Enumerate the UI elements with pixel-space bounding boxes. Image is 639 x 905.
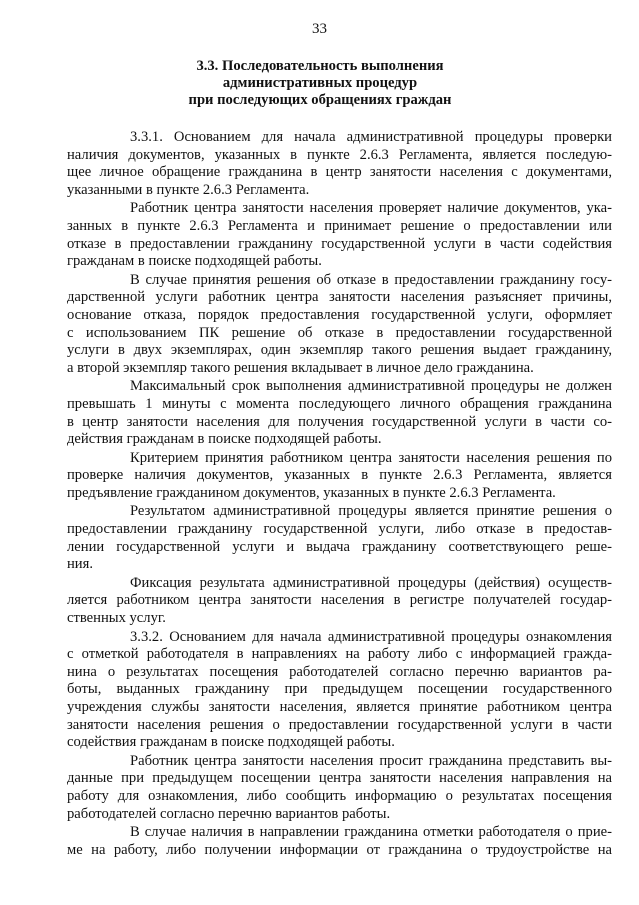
text-line: Работник центра занятости населения проверяет наличие документов, ука- [130,200,612,217]
text-line: указанными в пункте 2.6.3 Регламента. [67,181,310,198]
text-line: работодателей согласно перечню вариантов работы. [67,805,391,822]
text-line: лении государственной услуги и выдача гражданину соответствующего реше- [67,538,612,555]
text-line: Фиксация результата административной процедуры (действия) осуществ- [130,574,612,591]
text-line: ляется работником центра занятости населения в регистре получателей государ- [67,592,612,609]
paragraph [67,503,612,573]
text-line: предоставлении гражданину государственной услуги, либо отказе в предостав- [67,521,612,538]
text-line: Результатом административной процедуры является принятие решения о [130,503,612,520]
text-line: основание отказа, порядок предоставления государственной услуги, оформляет [67,306,612,323]
text-line: содействия гражданам в поиске подходящей работы. [67,734,395,751]
text-line: а второй экземпляр такого решения вкладывает в личное дело гражданина. [67,359,534,376]
text-line: действия гражданам в поиске подходящей работы. [67,431,382,448]
text-line: Максимальный срок выполнения административной процедуры не должен [130,378,612,395]
text-line: ме на работу, либо получении информации от гражданина о трудоустройстве на [67,841,612,858]
text-line: В случае наличия в направлении гражданина отметки работодателя о прие- [130,824,612,841]
page-number: 33 [312,21,327,37]
text-line: ственных услуг. [67,610,166,627]
paragraph [67,575,612,628]
text-line: услуги в двух экземплярах, один экземпляр такого решения выдает гражданину, [67,342,612,359]
text-line: отказе в предоставлении гражданину государственной услуги в части содействия [67,235,612,252]
text-line: ния. [67,556,93,573]
text-line: данные при предыдущем посещении центра занятости населения направления на [67,770,612,787]
text-line: нина о результатах посещения работодателей согласно перечню вариантов ра- [67,663,612,680]
text-line: с отметкой работодателя в направлениях на работу либо с информацией гражда- [67,646,612,663]
text-line: боты, выданных гражданину при предыдущем посещении государственного [67,681,612,698]
paragraph [67,272,612,378]
section-heading [0,58,639,109]
paragraph [67,200,612,270]
text-line: занных в пункте 2.6.3 Регламента и принимает решение о предоставлении или [67,217,612,234]
section-heading-line: 3.3. Последовательность выполнения [196,58,444,74]
text-line: Работник центра занятости населения просит гражданина представить вы- [130,752,612,769]
paragraph [67,824,612,859]
text-line: занятости населения решения о предоставлении государственной услуги в части [67,716,612,733]
text-line: В случае принятия решения об отказе в предоставлении гражданину госу- [130,271,612,288]
text-line: щее личное обращение гражданина в центр занятости населения с документами, [67,164,612,181]
section-heading-line: административных процедур [222,75,418,91]
paragraph [67,753,612,823]
paragraph [67,629,612,752]
body-text [67,129,612,860]
text-line: 3.3.1. Основанием для начала административной процедуры проверки [130,129,612,145]
paragraph [67,378,612,448]
text-line: предъявление гражданином документов, указанных в пункте 2.6.3 Регламента. [67,484,556,501]
text-line: учреждения службы занятости населения, является принятие работником центра [67,699,612,715]
section-heading-line: при последующих обращениях граждан [188,92,452,108]
text-line: наличия документов, указанных в пункте 2.6.3 Регламента, является последую- [67,146,612,163]
text-line: в центр занятости населения для получения государственной услуги в части со- [67,413,612,430]
paragraph [67,450,612,503]
text-line: с использованием ПК решение об отказе в предоставлении государственной [67,324,612,341]
text-line: превышать 1 минуты с момента последующего личного обращения гражданина [67,395,612,412]
paragraph [67,129,612,199]
text-line: гражданам в поиске подходящей работы. [67,253,322,270]
text-line: работу для ознакомления, либо сообщить информацию о результатах посещения [67,787,612,804]
text-line: дарственной услуги работник центра занятости населения разъясняет причины, [67,289,612,306]
text-line: 3.3.2. Основанием для начала административной процедуры ознакомления [130,628,612,645]
text-line: проверке наличия документов, указанных в пункте 2.6.3 Регламента, является [67,467,612,484]
text-line: Критерием принятия работником центра занятости населения решения по [130,449,612,466]
